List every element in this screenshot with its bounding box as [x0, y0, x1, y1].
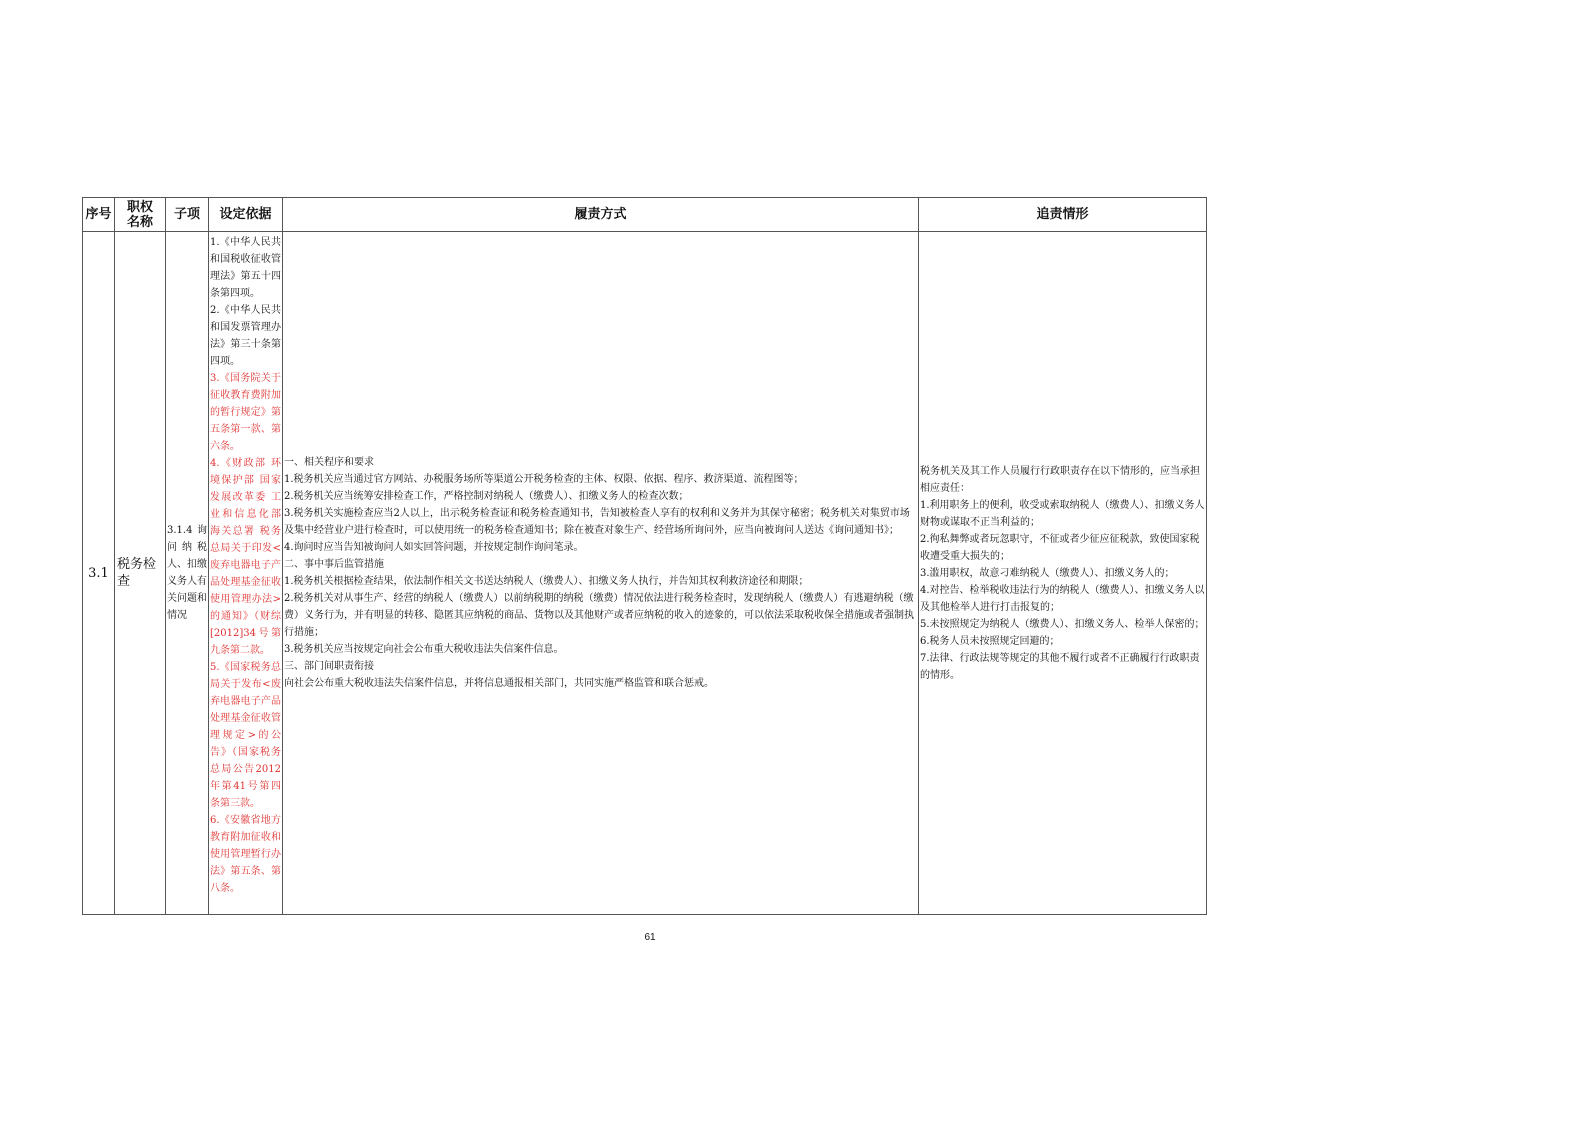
header-duty: 履责方式: [283, 198, 919, 232]
accountability-line: 7.法律、行政法规等规定的其他不履行或者不正确履行行政职责的情形。: [920, 652, 1200, 681]
accountability-line: 3.滥用职权，故意刁难纳税人（缴费人）、扣缴义务人的；: [920, 567, 1175, 579]
basis-item: 3.《国务院关于征收教育费附加的暂行规定》第五条第一款、第六条。: [210, 373, 281, 452]
header-basis: 设定依据: [209, 198, 283, 232]
cell-subitem: 3.1.4 询问纳税人、扣缴义务人有关问题和情况: [166, 232, 209, 915]
duty-line: 1.税务机关根据检查结果，依法制作相关文书送达纳税人（缴费人）、扣缴义务人执行，并告知其权利救济途径和期限；: [284, 576, 809, 587]
duty-line: 三、部门间职责衔接: [284, 661, 374, 672]
cell-basis: [209, 232, 283, 915]
basis-item: 6.《安徽省地方教育附加征收和使用管理暂行办法》第五条、第八条。: [210, 815, 281, 894]
accountability-line: 税务机关及其工作人员履行行政职责存在以下情形的，应当承担相应责任：: [920, 465, 1200, 494]
page-number: 61: [644, 932, 656, 943]
header-seq: 序号: [83, 198, 115, 232]
basis-item: 5.《国家税务总局关于发布<废弃电器电子产品处理基金征收管理规定>的公告》（国家税务总局公告2012年第41号第四条第三款。: [210, 662, 281, 809]
duty-line: 1.税务机关应当通过官方网站、办税服务场所等渠道公开税务检查的主体、权限、依据、程序、救济渠道、流程图等；: [284, 474, 804, 485]
header-name: 职权 名称: [115, 198, 166, 232]
table-header-row: [83, 198, 1207, 232]
duty-line: 向社会公布重大税收违法失信案件信息，并将信息通报相关部门，共同实施严格监管和联合惩戒。: [284, 678, 714, 689]
duty-line: 3.税务机关应当按规定向社会公布重大税收违法失信案件信息。: [284, 644, 564, 655]
duty-line: 4.询问时应当告知被询问人如实回答问题，并按规定制作询问笔录。: [284, 542, 584, 553]
accountability-line: 4.对控告、检举税收违法行为的纳税人（缴费人）、扣缴义务人以及其他检举人进行打击报复的；: [920, 584, 1205, 613]
duty-line: 二、事中事后监管措施: [284, 559, 384, 570]
duty-line: 2.税务机关应当统筹安排检查工作，严格控制对纳税人（缴费人）、扣缴义务人的检查次数；: [284, 491, 689, 502]
accountability-line: 5.未按照规定为纳税人（缴费人）、扣缴义务人、检举人保密的；: [920, 618, 1205, 630]
duty-line: 2.税务机关对从事生产、经营的纳税人（缴费人）以前纳税期的纳税（缴费）情况依法进行税务检查时，发现纳税人（缴费人）有逃避纳税（缴费）义务行为，并有明显的转移、隐匿其应纳税的商品、货物以及其他财产或者应纳税的收入的迹象的，可以依法采取税收保全措施或者强制执行措施；: [284, 593, 914, 638]
basis-item: 2.《中华人民共和国发票管理办法》第三十条第四项。: [210, 305, 281, 367]
cell-duty: [283, 232, 919, 915]
duty-line: 3.税务机关实施检查应当2人以上，出示税务检查证和税务检查通知书，告知被检查人享有的权利和义务并为其保守秘密；税务机关对集贸市场及集中经营业户进行检查时，可以使用统一的税务检查通知书；除在被查对象生产、经营场所询问外，应当向被询问人送达《询问通知书》；: [284, 508, 910, 536]
accountability-line: 6.税务人员未按照规定回避的；: [920, 635, 1060, 647]
cell-seq: 3.1: [83, 232, 115, 915]
header-accountability: 追责情形: [919, 198, 1207, 232]
cell-accountability: [919, 232, 1207, 915]
responsibility-table: [82, 197, 1207, 915]
basis-item: 1.《中华人民共和国税收征收管理法》第五十四条第四项。: [210, 237, 281, 299]
duty-line: 一、相关程序和要求: [284, 457, 374, 468]
cell-name: 税务检查: [115, 232, 166, 915]
header-subitem: 子项: [166, 198, 209, 232]
accountability-line: 2.徇私舞弊或者玩忽职守，不征或者少征应征税款，致使国家税收遭受重大损失的；: [920, 533, 1200, 562]
table-row: [83, 232, 1207, 915]
accountability-line: 1.利用职务上的便利，收受或索取纳税人（缴费人）、扣缴义务人财物或谋取不正当利益的；: [920, 499, 1205, 528]
basis-item: 4.《财政部 环境保护部 国家发展改革委 工业和信息化部 海关总署 税务总局关于印发<废弃电器电子产品处理基金征收使用管理办法>的通知》（财综[2012]34号第九条第二款。: [210, 458, 281, 656]
